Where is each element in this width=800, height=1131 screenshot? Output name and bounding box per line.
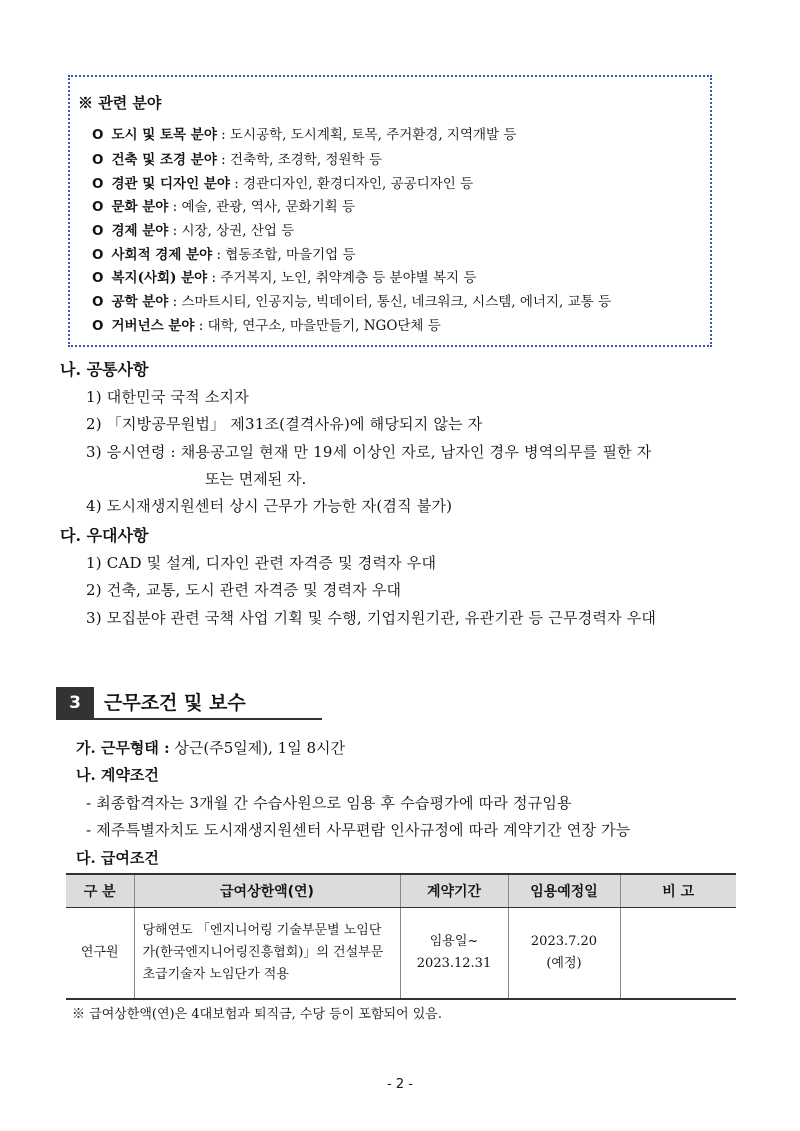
header-period: 계약기간	[400, 874, 508, 908]
circle-bullet-icon: O	[92, 247, 104, 263]
circle-bullet-icon: O	[92, 152, 104, 168]
related-fields-title: ※ 관련 분야	[78, 94, 162, 112]
related-field-item: O 문화 분야 : 예술, 관광, 역사, 문화기획 등	[92, 199, 355, 215]
related-field-item: O 사회적 경제 분야 : 협동조합, 마을기업 등	[92, 247, 356, 263]
header-category: 구 분	[66, 874, 134, 908]
related-field-item: O 거버넌스 분야 : 대학, 연구소, 마을만들기, NGO단체 등	[92, 318, 441, 334]
work-type-line	[76, 737, 345, 758]
preference-item: 1) CAD 및 설계, 디자인 관련 자격증 및 경력자 우대	[86, 554, 437, 572]
related-field-item: O 복지(사회) 분야 : 주거복지, 노인, 취약계층 등 분야별 복지 등	[92, 270, 477, 286]
cell-start-date: 2023.7.20 (예정)	[508, 908, 620, 1000]
page-number: - 2 -	[387, 1077, 413, 1092]
circle-bullet-icon: O	[92, 127, 104, 143]
contract-item: - 제주특별자치도 도시재생지원센터 사무편람 인사규정에 따라 계약기간 연장 가능	[86, 821, 631, 839]
common-heading: 나. 공통사항	[60, 360, 149, 379]
related-field-item: O 도시 및 토목 분야 : 도시공학, 도시계획, 토목, 주거환경, 지역개발 등	[92, 127, 517, 143]
related-field-item: O 공학 분야 : 스마트시티, 인공지능, 빅데이터, 통신, 네크워크, 시스템, 에너지, 교통 등	[92, 294, 612, 310]
circle-bullet-icon: O	[92, 294, 104, 310]
header-remark: 비 고	[620, 874, 736, 908]
common-item-continuation: 또는 면제된 자.	[205, 470, 307, 488]
cell-category: 연구원	[66, 908, 134, 1000]
circle-bullet-icon: O	[92, 270, 104, 286]
related-field-item: O 경제 분야 : 시장, 상권, 산업 등	[92, 223, 295, 239]
section-number-badge: 3	[56, 687, 94, 719]
work-type-label: 가. 근무형태 :	[76, 739, 170, 757]
related-field-item: O 건축 및 조경 분야 : 건축학, 조경학, 정원학 등	[92, 152, 382, 168]
header-start-date: 임용예정일	[508, 874, 620, 908]
section-title-underline	[56, 718, 322, 720]
salary-table	[66, 873, 736, 1000]
circle-bullet-icon: O	[92, 223, 104, 239]
contract-item: - 최종합격자는 3개월 간 수습사원으로 임용 후 수습평가에 따라 정규임용	[86, 794, 572, 812]
common-item: 1) 대한민국 국적 소지자	[86, 388, 249, 406]
cell-remark	[620, 908, 736, 1000]
section-title: 근무조건 및 보수	[104, 692, 246, 714]
circle-bullet-icon: O	[92, 318, 104, 334]
cell-salary: 당해연도 「엔지니어링 기술부문별 노임단가(한국엔지니어링진흥협회)」의 건설부문 초급기술자 노임단가 적용	[134, 908, 400, 1000]
preference-heading: 다. 우대사항	[60, 526, 149, 545]
contract-heading: 나. 계약조건	[76, 766, 159, 784]
common-item: 3) 응시연령 : 채용공고일 현재 만 19세 이상인 자로, 남자인 경우 병역의무를 필한 자	[86, 443, 652, 461]
salary-heading: 다. 급여조건	[76, 849, 159, 867]
preference-item: 2) 건축, 교통, 도시 관련 자격증 및 경력자 우대	[86, 581, 402, 599]
cell-period: 임용일~ 2023.12.31	[400, 908, 508, 1000]
related-field-item: O 경관 및 디자인 분야 : 경관디자인, 환경디자인, 공공디자인 등	[92, 176, 474, 192]
common-item: 2) 「지방공무원법」 제31조(결격사유)에 해당되지 않는 자	[86, 415, 483, 433]
table-row	[66, 908, 736, 1000]
work-type-value: 상근(주5일제), 1일 8시간	[169, 739, 345, 757]
common-item: 4) 도시재생지원센터 상시 근무가 가능한 자(겸직 불가)	[86, 497, 453, 515]
header-salary: 급여상한액(연)	[134, 874, 400, 908]
salary-note: ※ 급여상한액(연)은 4대보험과 퇴직금, 수당 등이 포함되어 있음.	[72, 1007, 442, 1022]
circle-bullet-icon: O	[92, 199, 104, 215]
preference-item: 3) 모집분야 관련 국책 사업 기획 및 수행, 기업지원기관, 유관기관 등 근무경력자 우대	[86, 609, 657, 627]
circle-bullet-icon: O	[92, 176, 104, 192]
table-header-row	[66, 874, 736, 908]
